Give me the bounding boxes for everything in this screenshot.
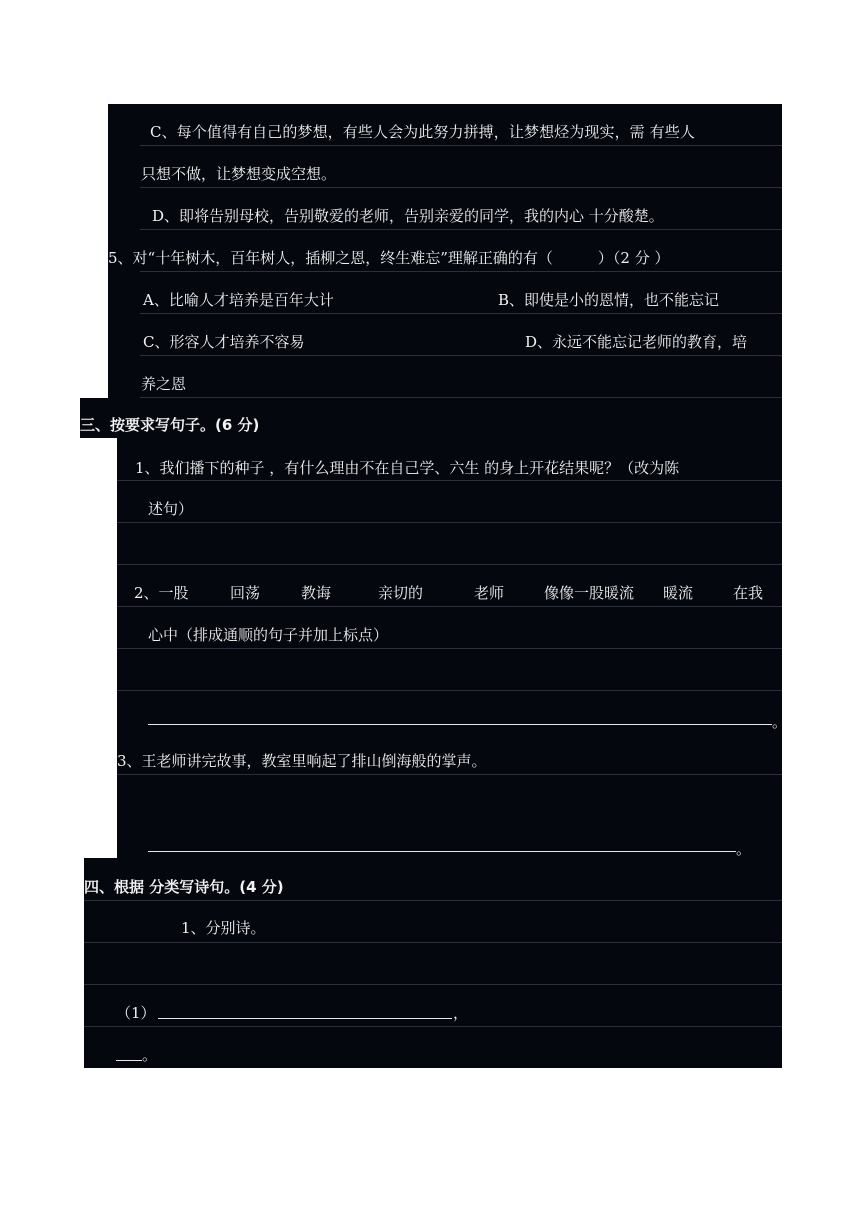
rule-line — [117, 522, 782, 523]
section4-title: 四、根据 分类写诗句。(4 分) — [84, 878, 284, 896]
q5-option-b: B、即使是小的恩情，也不能忘记 — [498, 291, 720, 309]
s3-q2-word: 像像一股暖流 — [544, 584, 635, 602]
q4-option-c-continued: 只想不做，让梦想变成空想。 — [141, 165, 337, 183]
rule-line — [117, 606, 782, 607]
rule-line — [140, 271, 782, 272]
s4-blank2-period: 。 — [142, 1046, 158, 1064]
rule-line — [140, 229, 782, 230]
q5-option-d: D、永远不能忘记老师的教育，培 — [525, 333, 748, 351]
rule-line — [84, 984, 782, 985]
s3-q2-word: 教诲 — [301, 584, 332, 602]
q5-option-a: A、比喻人才培养是百年大计 — [143, 291, 334, 309]
s4-blank1-line — [158, 1018, 452, 1019]
s3-q3-period: 。 — [736, 840, 752, 858]
s3-q2-word: 老师 — [474, 584, 505, 602]
rule-line — [117, 564, 782, 565]
s3-q2-word: 2、一股 — [134, 584, 189, 602]
s3-q2-answer-line — [148, 724, 772, 725]
rule-line — [117, 480, 782, 481]
s4-sub1: 1、分别诗。 — [181, 919, 266, 937]
q5-option-c: C、形容人才培养不容易 — [143, 333, 305, 351]
s4-blank1-comma: ， — [453, 1004, 469, 1022]
s3-q2-continued: 心中（排成通顺的句子并加上标点） — [148, 626, 389, 644]
rule-line — [140, 355, 782, 356]
s3-q1: 1、我们播下的种子 ，有什么理由不在自己学、六生 的身上开花结果呢？（改为陈 — [135, 459, 680, 477]
s3-q2-period: 。 — [772, 713, 788, 731]
s3-q2-word: 暖流 — [663, 584, 694, 602]
rule-line — [140, 145, 782, 146]
rule-line — [84, 900, 782, 901]
s3-q2-word: 回荡 — [230, 584, 261, 602]
s3-q3-answer-line — [148, 851, 736, 852]
s4-blank2-line — [116, 1060, 142, 1061]
s3-q3: 3、王老师讲完故事，教室里响起了排山倒海般的掌声。 — [117, 752, 487, 770]
q5-option-d-continued: 养之恩 — [141, 375, 187, 393]
q5-stem: 5、对“十年树木，百年树人，插柳之恩，终生难忘”理解正确的有（ ）（2 分 ） — [108, 249, 670, 267]
rule-line — [140, 313, 782, 314]
q4-option-d: D、即将告别母校，告别敬爱的老师，告别亲爱的同学，我的内心 十分酸楚。 — [152, 207, 664, 225]
dark-block-top — [108, 104, 782, 436]
s3-q2-word: 亲切的 — [378, 584, 424, 602]
rule-line — [84, 1026, 782, 1027]
rule-line — [84, 942, 782, 943]
s4-blank1-label: （1） — [116, 1004, 156, 1022]
rule-line — [117, 774, 782, 775]
q4-option-c: C、每个值得有自己的梦想，有些人会为此努力拼搏，让梦想烃为现实，需 有些人 — [150, 123, 695, 141]
s3-q2-word: 在我 — [733, 584, 764, 602]
rule-line — [140, 397, 782, 398]
rule-line — [140, 187, 782, 188]
rule-line — [117, 648, 782, 649]
s3-q1-continued: 述句） — [148, 500, 194, 518]
section3-title: 三、按要求写句子。(6 分) — [80, 416, 260, 434]
rule-line — [117, 690, 782, 691]
